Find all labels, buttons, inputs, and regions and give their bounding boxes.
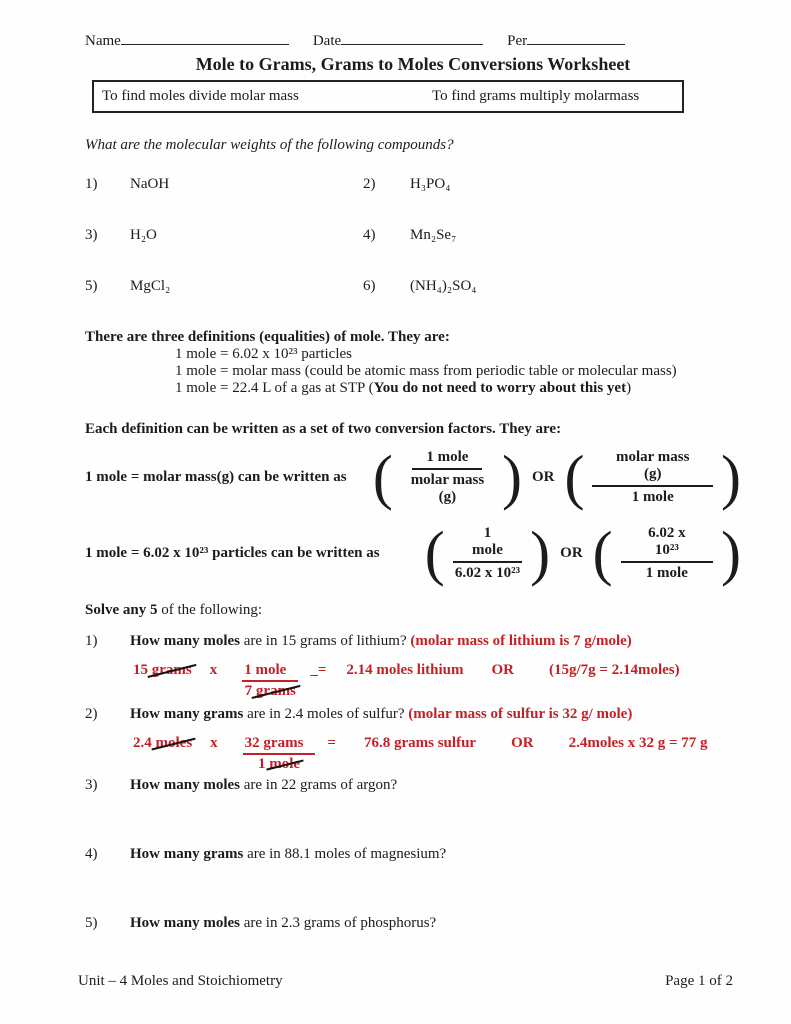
fraction-denominator: 1 mole (258, 756, 301, 772)
fraction-denominator: 1 mole (645, 564, 688, 581)
factor-row-particles (85, 516, 741, 590)
fraction-numerator: 1 mole (453, 525, 522, 563)
item-number: 1) (85, 176, 98, 192)
definition-line-1: 1 mole = 6.02 x 10²³ particles (175, 346, 353, 362)
compound-formula: H₂O (130, 227, 157, 243)
name-blank-line (121, 30, 289, 45)
per-blank-line (527, 30, 625, 45)
problem-4 (85, 846, 741, 863)
problem-number: 2) (85, 706, 98, 722)
compound-formula: H₃PO₄ (410, 176, 451, 192)
conversion-fraction (243, 735, 316, 773)
problem-text: How many moles are in 2.3 grams of phosphorus? (130, 915, 437, 931)
fraction-numerator: molar mass (g) (592, 449, 713, 487)
item-number: 3) (85, 227, 98, 243)
fraction-numerator: 32 grams (243, 735, 316, 755)
hint-left: To find moles divide molar mass (102, 88, 299, 104)
problem-text: How many grams are in 88.1 moles of magnesium? (130, 846, 447, 862)
problem-text: How many moles are in 22 grams of argon? (130, 777, 398, 793)
problem-1 (85, 633, 741, 650)
equals-sign: _= (310, 662, 327, 678)
unit-label: Unit – 4 Moles and Stoichiometry (78, 973, 283, 989)
quantity: 15 grams (133, 662, 192, 678)
open-paren: ( (424, 519, 445, 587)
header-blanks-row (85, 30, 741, 50)
fraction (613, 525, 721, 582)
factor-label: 1 mole = 6.02 x 10²³ particles can be written as (85, 544, 380, 561)
struck-unit: mole (269, 756, 301, 772)
item-number: 2) (363, 176, 376, 192)
problem-text: How many grams are in 2.4 moles of sulfur? (molar mass of sulfur is 32 g/ mole) (130, 706, 633, 722)
close-paren: ) (721, 519, 741, 587)
page-number: Page 1 of 2 (665, 973, 733, 989)
item-number: 5) (85, 278, 98, 294)
conversion-fraction (242, 662, 298, 700)
molecular-weights-question: What are the molecular weights of the following compounds? (85, 137, 454, 153)
compound-formula: MgCl₂ (130, 278, 171, 294)
struck-unit: grams (255, 683, 296, 699)
times-sign: x (209, 662, 218, 678)
result: 2.14 moles lithium (346, 662, 464, 678)
alternate-calculation: 2.4moles x 32 g = 77 g (568, 735, 708, 751)
date-label: Date (312, 33, 342, 49)
date-blank-line (341, 30, 483, 45)
compound-formula: (NH₄)₂SO₄ (410, 278, 477, 294)
solve-heading: Solve any 5 of the following: (85, 602, 263, 618)
factors-heading: Each definition can be written as a set of two conversion factors. They are: (85, 421, 562, 437)
fraction-denominator: 1 mole (631, 488, 674, 505)
or-word: OR (491, 662, 514, 678)
or-word: OR (560, 544, 583, 561)
open-paren: ( (564, 443, 585, 511)
problem-2 (85, 706, 741, 723)
alternate-calculation: (15g/7g = 2.14moles) (548, 662, 680, 678)
hint-box (92, 80, 684, 113)
hint-right: To find grams multiply molarmass (432, 88, 640, 104)
times-sign: x (210, 735, 218, 751)
compounds-grid (85, 176, 741, 295)
definition-line-3: 1 mole = 22.4 L of a gas at STP (You do not need to worry about this yet) (175, 380, 632, 396)
close-paren: ) (721, 443, 741, 511)
definitions-heading: There are three definitions (equalities) of mole. They are: (85, 329, 450, 345)
problem-number: 4) (85, 846, 98, 862)
fraction (584, 449, 721, 506)
compound-row (85, 278, 741, 295)
problem-text: How many moles are in 15 grams of lithium? (molar mass of lithium is 7 g/mole) (130, 633, 632, 649)
definition-line-2: 1 mole = molar mass (could be atomic mass from periodic table or molecular mass) (175, 363, 677, 379)
name-label: Name (85, 33, 121, 49)
struck-unit: grams (151, 662, 192, 678)
quantity: 2.4 moles (133, 735, 193, 751)
open-paren: ( (372, 443, 393, 511)
close-paren: ) (530, 519, 551, 587)
per-label: Per (507, 33, 528, 49)
close-paren: ) (501, 443, 522, 511)
problem-number: 1) (85, 633, 98, 649)
fraction-numerator: 1 mole (242, 662, 298, 682)
problem-3 (85, 777, 741, 794)
problem-number: 5) (85, 915, 98, 931)
worksheet-title: Mole to Grams, Grams to Moles Conversions Worksheet (195, 54, 631, 74)
problem-1-worked-answer (133, 662, 741, 700)
fraction (445, 525, 530, 582)
or-word: OR (531, 468, 555, 485)
fraction (393, 449, 502, 506)
compound-formula: Mn₂Se₇ (410, 227, 457, 243)
problem-number: 3) (85, 777, 98, 793)
fraction-denominator: molar mass (g) (410, 471, 485, 505)
page-footer (78, 973, 733, 990)
open-paren: ( (592, 519, 613, 587)
fraction-denominator: 7 grams (244, 683, 296, 699)
compound-row (85, 227, 741, 244)
problem-2-worked-answer (133, 735, 741, 773)
compound-row (85, 176, 741, 193)
factor-row-molar-mass (85, 440, 741, 514)
factor-label: 1 mole = molar mass(g) can be written as (85, 468, 347, 485)
problem-5 (85, 915, 741, 932)
compound-formula: NaOH (130, 176, 170, 192)
fraction-numerator: 6.02 x 10²³ (621, 525, 713, 563)
equals-sign: = (327, 735, 336, 751)
fraction-numerator: 1 mole (412, 449, 482, 470)
result: 76.8 grams sulfur (363, 735, 477, 751)
item-number: 4) (363, 227, 376, 243)
or-word: OR (511, 735, 534, 751)
struck-unit: moles (155, 735, 193, 751)
fraction-denominator: 6.02 x 10²³ (454, 564, 521, 581)
item-number: 6) (363, 278, 376, 294)
